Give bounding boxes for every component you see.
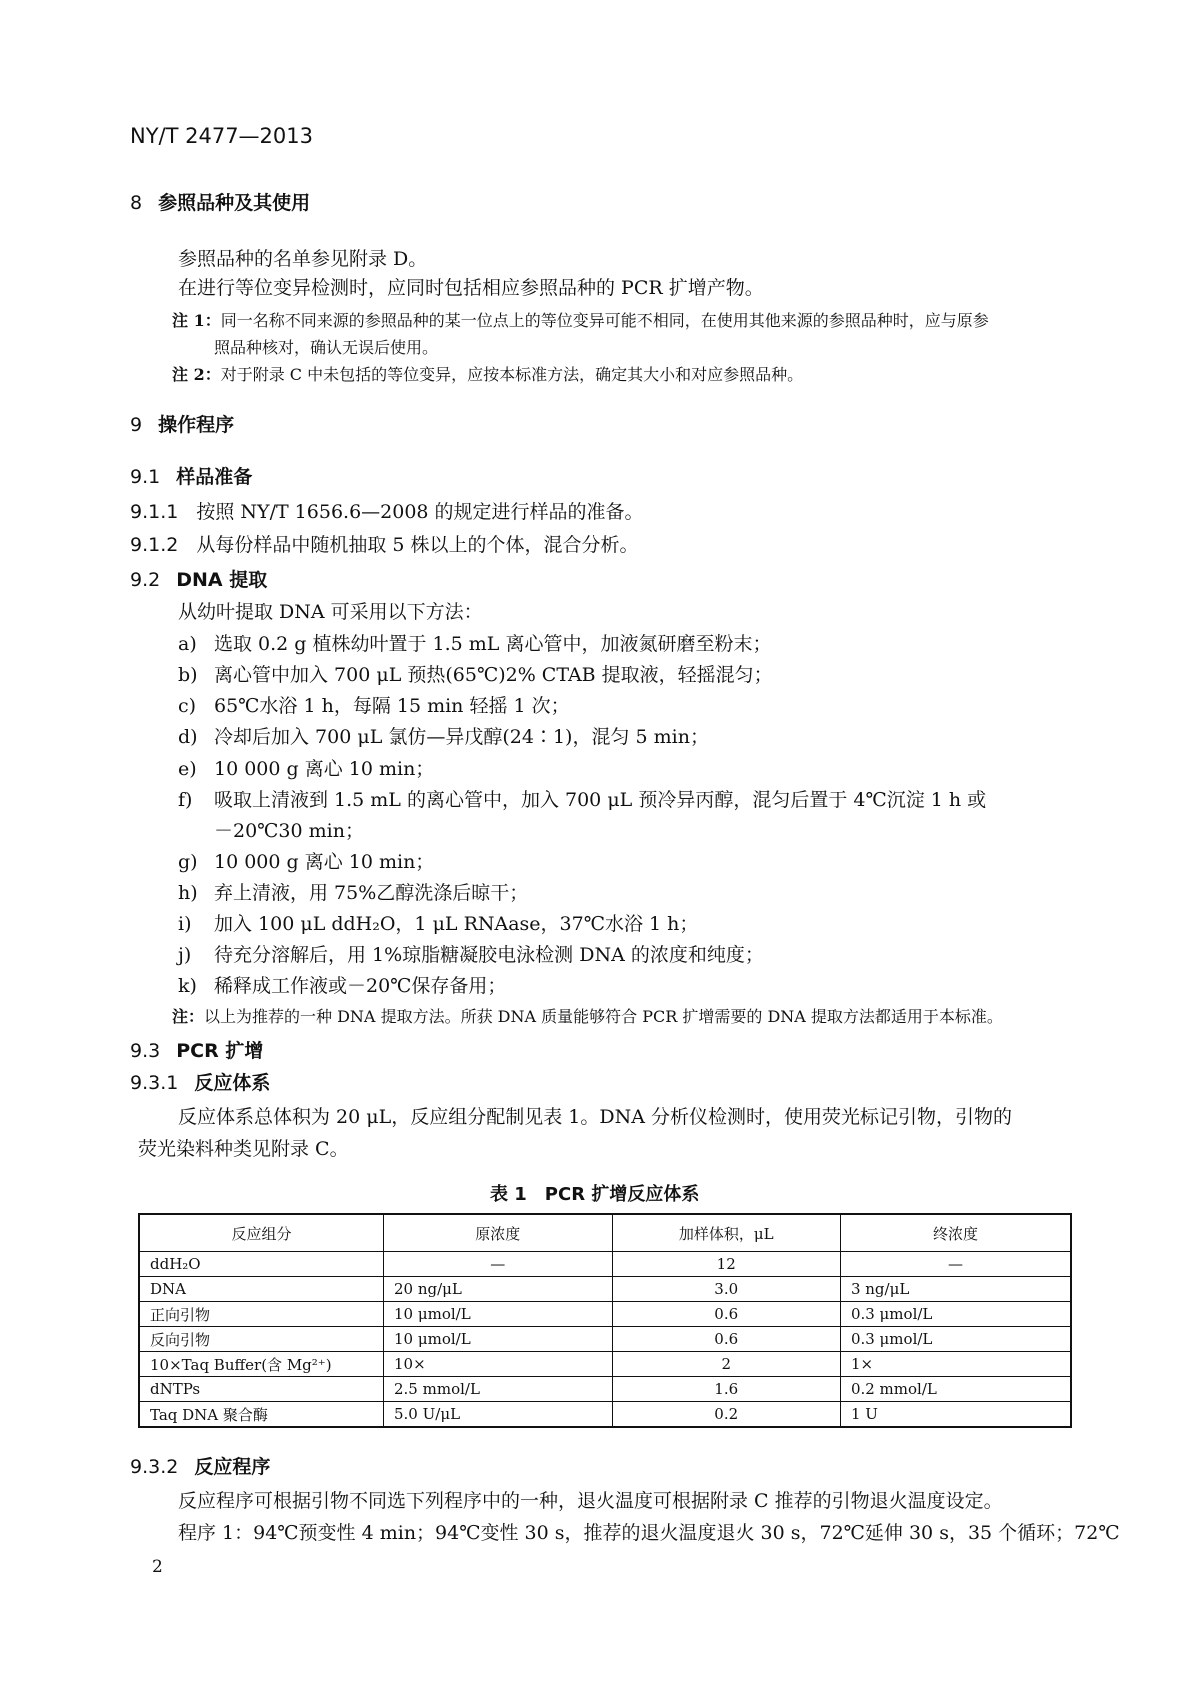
table-cell: 1.6	[612, 1377, 840, 1402]
table-row	[139, 1352, 1071, 1377]
table-cell: 5.0 U/μL	[384, 1402, 613, 1428]
table-cell: 0.6	[612, 1327, 840, 1352]
note-text: 以上为推荐的一种 DNA 提取方法。所获 DNA 质量能够符合 PCR 扩增需要的 DNA 提取方法都适用于本标准。	[204, 1007, 1003, 1026]
paragraph: 在进行等位变异检测时，应同时包括相应参照品种的 PCR 扩增产物。	[178, 277, 764, 299]
section-9-2-heading	[130, 565, 267, 592]
section-title: PCR 扩增	[176, 1040, 264, 1062]
list-item	[178, 754, 434, 781]
item-label: g)	[178, 851, 198, 873]
table-cell: 3 ng/μL	[840, 1277, 1071, 1302]
section-title: DNA 提取	[176, 569, 268, 591]
section-number: 9.3.2	[130, 1456, 179, 1478]
table-cell: 1×	[840, 1352, 1071, 1377]
list-item	[178, 629, 771, 656]
table-cell: 3.0	[612, 1277, 840, 1302]
item-text: 弃上清液，用 75%乙醇洗涤后晾干；	[214, 882, 529, 904]
clause-text: 按照 NY/T 1656.6—2008 的规定进行样品的准备。	[196, 501, 644, 523]
note-1	[172, 308, 989, 331]
table-cell: 0.3 μmol/L	[840, 1327, 1071, 1352]
standard-number: NY/T 2477—2013	[130, 124, 314, 148]
table-row	[139, 1327, 1071, 1352]
list-item	[178, 971, 506, 998]
paragraph: 参照品种的名单参见附录 D。	[178, 248, 428, 270]
table-cell: 2.5 mmol/L	[384, 1377, 613, 1402]
section-title: 参照品种及其使用	[158, 192, 311, 214]
paragraph-continued: 荧光染料种类见附录 C。	[138, 1138, 349, 1160]
list-item	[178, 847, 434, 874]
table-row	[139, 1277, 1071, 1302]
section-number: 9.2	[130, 569, 161, 591]
table-cell: dNTPs	[139, 1377, 384, 1402]
item-text: 冷却后加入 700 μL 氯仿—异戊醇(24∶1)，混匀 5 min；	[214, 726, 709, 748]
list-item	[178, 660, 773, 687]
list-item	[178, 878, 528, 905]
section-9-heading	[130, 410, 234, 437]
item-text: 吸取上清液到 1.5 mL 的离心管中，加入 700 μL 预冷异丙醇，混匀后置于 4℃沉淀 1 h 或	[214, 789, 987, 811]
list-item	[178, 785, 986, 812]
item-text: 待充分溶解后，用 1%琼脂糖凝胶电泳检测 DNA 的浓度和纯度；	[214, 944, 764, 966]
list-item	[178, 691, 570, 718]
column-header: 反应组分	[139, 1214, 384, 1252]
table-row	[139, 1377, 1071, 1402]
section-number: 8	[130, 192, 143, 214]
section-9-3-1-heading	[130, 1068, 270, 1095]
item-label: e)	[178, 758, 197, 780]
section-number: 9.3	[130, 1040, 161, 1062]
item-text: 65℃水浴 1 h，每隔 15 min 轻摇 1 次；	[214, 695, 570, 717]
table-cell: —	[384, 1252, 613, 1277]
table-cell: 0.2 mmol/L	[840, 1377, 1071, 1402]
table-cell: 12	[612, 1252, 840, 1277]
clause-number: 9.1.2	[130, 534, 179, 556]
column-header: 原浓度	[384, 1214, 613, 1252]
pcr-reaction-table	[138, 1213, 1072, 1428]
table-cell: 20 ng/μL	[384, 1277, 613, 1302]
item-text: 稀释成工作液或－20℃保存备用；	[214, 975, 507, 997]
table-cell: 10×Taq Buffer(含 Mg²⁺)	[139, 1352, 384, 1377]
section-title: 反应体系	[194, 1072, 271, 1094]
note-text: 对于附录 C 中未包括的等位变异，应按本标准方法，确定其大小和对应参照品种。	[220, 365, 804, 384]
clause-number: 9.1.1	[130, 501, 179, 523]
table-cell: Taq DNA 聚合酶	[139, 1402, 384, 1428]
list-item	[178, 940, 764, 967]
note-dna	[172, 1004, 1003, 1027]
note-2	[172, 362, 803, 385]
section-title: 样品准备	[176, 466, 253, 488]
item-label: h)	[178, 882, 198, 904]
item-label: b)	[178, 664, 198, 686]
table-cell: 2	[612, 1352, 840, 1377]
table-cell: 0.6	[612, 1302, 840, 1327]
table-row	[139, 1302, 1071, 1327]
item-text: 10 000 g 离心 10 min；	[214, 851, 435, 873]
list-item	[178, 722, 709, 749]
item-label: k)	[178, 975, 197, 997]
section-9-1-heading	[130, 462, 252, 489]
table-header-row	[139, 1214, 1071, 1252]
item-label: i)	[178, 913, 192, 935]
table-caption: 表 1 PCR 扩增反应体系	[490, 1184, 700, 1205]
clause-9-1-2	[130, 530, 639, 557]
item-label: d)	[178, 726, 198, 748]
paragraph: 反应程序可根据引物不同选下列程序中的一种，退火温度可根据附录 C 推荐的引物退火温度设定。	[178, 1490, 1003, 1512]
table-cell: 1 U	[840, 1402, 1071, 1428]
table-cell: 正向引物	[139, 1302, 384, 1327]
table-row	[139, 1252, 1071, 1277]
table-cell: ddH₂O	[139, 1252, 384, 1277]
clause-text: 从每份样品中随机抽取 5 株以上的个体，混合分析。	[196, 534, 639, 556]
item-label: f)	[178, 789, 193, 811]
item-label: c)	[178, 695, 197, 717]
section-number: 9	[130, 414, 143, 436]
column-header: 加样体积，μL	[612, 1214, 840, 1252]
paragraph: 反应体系总体积为 20 μL，反应组分配制见表 1。DNA 分析仪检测时，使用荧光标记引物，引物的	[178, 1106, 1012, 1128]
list-item	[178, 909, 698, 936]
section-title: 操作程序	[158, 414, 235, 436]
note-label: 注：	[172, 1007, 205, 1026]
item-text: 选取 0.2 g 植株幼叶置于 1.5 mL 离心管中，加液氮研磨至粉末；	[214, 633, 772, 655]
table-cell: 10 μmol/L	[384, 1327, 613, 1352]
table-cell: 0.3 μmol/L	[840, 1302, 1071, 1327]
item-label: a)	[178, 633, 197, 655]
table-cell: 0.2	[612, 1402, 840, 1428]
item-text: －20℃30 min；	[214, 820, 364, 842]
clause-9-1-1	[130, 497, 644, 524]
note-text: 同一名称不同来源的参照品种的某一位点上的等位变异可能不相同，在使用其他来源的参照品种时，应与原参	[220, 311, 989, 330]
table-cell: DNA	[139, 1277, 384, 1302]
table-cell: —	[840, 1252, 1071, 1277]
note-1-continued: 照品种核对，确认无误后使用。	[214, 338, 439, 357]
item-text: 加入 100 μL ddH₂O，1 μL RNAase，37℃水浴 1 h；	[214, 913, 699, 935]
page-number: 2	[152, 1557, 163, 1577]
item-text: 离心管中加入 700 μL 预热(65℃)2% CTAB 提取液，轻摇混匀；	[214, 664, 773, 686]
table-cell: 反向引物	[139, 1327, 384, 1352]
table-cell: 10 μmol/L	[384, 1302, 613, 1327]
section-number: 9.1	[130, 466, 161, 488]
section-number: 9.3.1	[130, 1072, 179, 1094]
paragraph: 从幼叶提取 DNA 可采用以下方法：	[178, 601, 483, 623]
note-label: 注 1：	[172, 311, 221, 330]
paragraph: 程序 1：94℃预变性 4 min；94℃变性 30 s，推荐的退火温度退火 30 s，72℃延伸 30 s，35 个循环；72℃	[178, 1522, 1120, 1544]
column-header: 终浓度	[840, 1214, 1071, 1252]
item-label: j)	[178, 944, 192, 966]
table-cell: 10×	[384, 1352, 613, 1377]
item-text: 10 000 g 离心 10 min；	[214, 758, 435, 780]
section-9-3-2-heading	[130, 1452, 270, 1479]
section-8-heading	[130, 188, 310, 215]
list-item-continued	[178, 816, 364, 843]
section-title: 反应程序	[194, 1456, 271, 1478]
section-9-3-heading	[130, 1036, 263, 1063]
table-row	[139, 1402, 1071, 1428]
note-label: 注 2：	[172, 365, 221, 384]
